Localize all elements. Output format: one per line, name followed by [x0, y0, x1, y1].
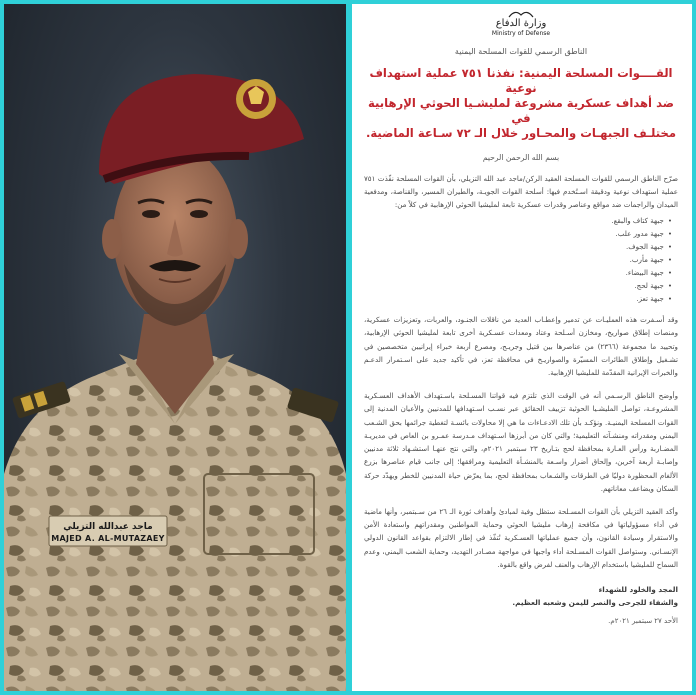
list-item: • جبهة مأرب.: [364, 253, 672, 266]
list-item: • جبهة تعز.: [364, 292, 672, 305]
paragraph-results: وقد أسـفرت هذه العمليـات عن تدمير وإعطـاب العديد من ناقلات الجنـود، والعربات، وتعزيزات عسكرية، ومنصات إطلاق صواريخ، ومخازن أسـلحة وعتاد ومعدات عسـكرية أخرى تابعة لمليشيا الحوثي الإرهابية، وتحييد ما مجموعة (٢٣٦٦) من عناصرها بين قتيل وجريـح، ومصرع أربعة خبراء إيرانيين متخصصين في تشـغيل وإطلاق الطائرات المسيّرة والصواريـخ في محافظة تعز، في تأكيد جديد على اسـتمرار الدعـم والخبرات الإيرانية المقدّمة للمليشيا الإرهابية.: [364, 315, 678, 378]
portrait-photo: [4, 4, 346, 691]
headline: [364, 66, 678, 141]
paragraph-affirmation: وأكد العقيد التزيلي بأن القوات المسـلحة ستظل وفية لمبادئ وأهداف ثورة الـ ٢٦ من سـبتمبر، وأنها ماضية في أداء مسؤولياتها في مكافحة إرهاب مليشيا الحوثي وحماية المواطنين ومقدراتهم واستعادة الأمن والاستقرار وسيادة القانون، وأن جميع عملياتها العسـكرية تُنفّذ في إطار الالتزام بقواعد القانون الدولي الإنسـاني. وستواصل القوات المسـلحة أداء واجبها في مواجهة مصـادر التهديد، وحماية الشعب اليمني، وعدم السماح للمليشيا باستخدام الإرهاب والعنف لفرض واقع بالقوة.: [364, 506, 678, 569]
closing-line: والشفاء للجرحى والنصر لليمن وشعبه العظيم.: [512, 597, 678, 607]
headline-line: مختلـف الجبهـات والمحـاور خلال الـ ٧٢ سـاعة الماضية.: [365, 126, 677, 140]
name-tag-latin: MAJED A. AL-MUTAZAEY: [51, 534, 165, 543]
paragraph-clarification: وأوضح الناطق الرسـمي أنه في الوقت الذي تلتزم فيه قواتنا المسـلحة باسـتهداف الأهداف العسـكرية المشروعـة، تواصل المليشـيا الحوثية تزييف الحقائق عبر نسـب اسـتهدافها للمدنيين والأعيان المدنية إلى القوات المسلحة اليمنيـة. ونؤكـد بأن تلك الادعـاءات ما هي إلا محاولات بائسـة لتغطية جرائمها بحق الشـعب اليمني ومقدراته ومنشـآته التعليمية؛ والتي كان من أبرزها اسـتهداف مـدرسة عمـرو بن العاص في مديريـة المضـاربة ورأس العـارة بمحافظة لحج بتـاريخ ٢٣ سبتمبر ٢٠٢١م، والتي نتج عنهـا استشـهاد ثلاثة مدنيين وإصابـة أربعة آخرين، وإلحاق أضرار واسـعة بالمنشـأة التعليمية ومرافقها؛ إلى جانب قيام عناصرها بزرع الألغام المحظورة دوليًا في الطرقات والشـعاب بمحافظة لحج، بما يعرّض حياة المدنيين للخطر ويهدّد حركة السكان ويضاعف معاناتهم.: [364, 391, 678, 493]
list-item: • جبهة لحج.: [364, 279, 672, 292]
portrait-illustration: [4, 4, 346, 691]
paragraph-intro: صرّح الناطق الرسمي للقوات المسلحة العقيد الركن/ماجد عبد الله التزيلي، بأن القوات المسلحة نفّذت ٧٥١ عملية استهداف نوعية ودقيقة اسـتُخدم فيها: أسلحة القوات الجويـة، والطيران المسير، والقناصة، ومدفعية الميدان والراجمات ضد مواقع وعناصر وقدرات عسكرية تابعة لمليشيا الحوثي الإرهابية في كلاً من:: [364, 174, 678, 210]
ministry-emblem-icon: [508, 8, 534, 18]
statement-date: الأحد ٢٧ سبتمبر ٢٠٢١م.: [608, 616, 678, 625]
list-item: • جبهة الجوف.: [364, 240, 672, 253]
list-item: • جبهة البيضاء.: [364, 266, 672, 279]
list-item: • جبهة كتاف والبقع.: [364, 214, 672, 227]
ministry-name-english: Ministry of Defense: [491, 30, 551, 37]
ministry-logo: [364, 8, 678, 38]
headline-line: القــــوات المسلحة اليمنية: نفذنا ٧٥١ عملية استهداف نوعية: [369, 66, 673, 95]
fronts-list: [364, 214, 678, 306]
basmala: بسم الله الرحمن الرحيم: [482, 153, 560, 162]
statement-document: [346, 4, 692, 691]
name-tag-arabic: ماجد عبدالله التزيلي: [63, 522, 153, 532]
closing-line: المجد والخلود للشهداء: [598, 584, 678, 594]
spokesman-label: الناطق الرسمي للقوات المسلحة اليمنية: [454, 47, 588, 56]
closing: [364, 583, 678, 609]
headline-line: ضد أهداف عسكرية مشروعة لمليشـيا الحوثي الإرهابية في: [368, 96, 674, 125]
ministry-name-arabic: وزارة الدفاع: [495, 18, 547, 29]
name-tag-text: [51, 521, 165, 545]
list-item: • جبهة مدور علب.: [364, 227, 672, 240]
